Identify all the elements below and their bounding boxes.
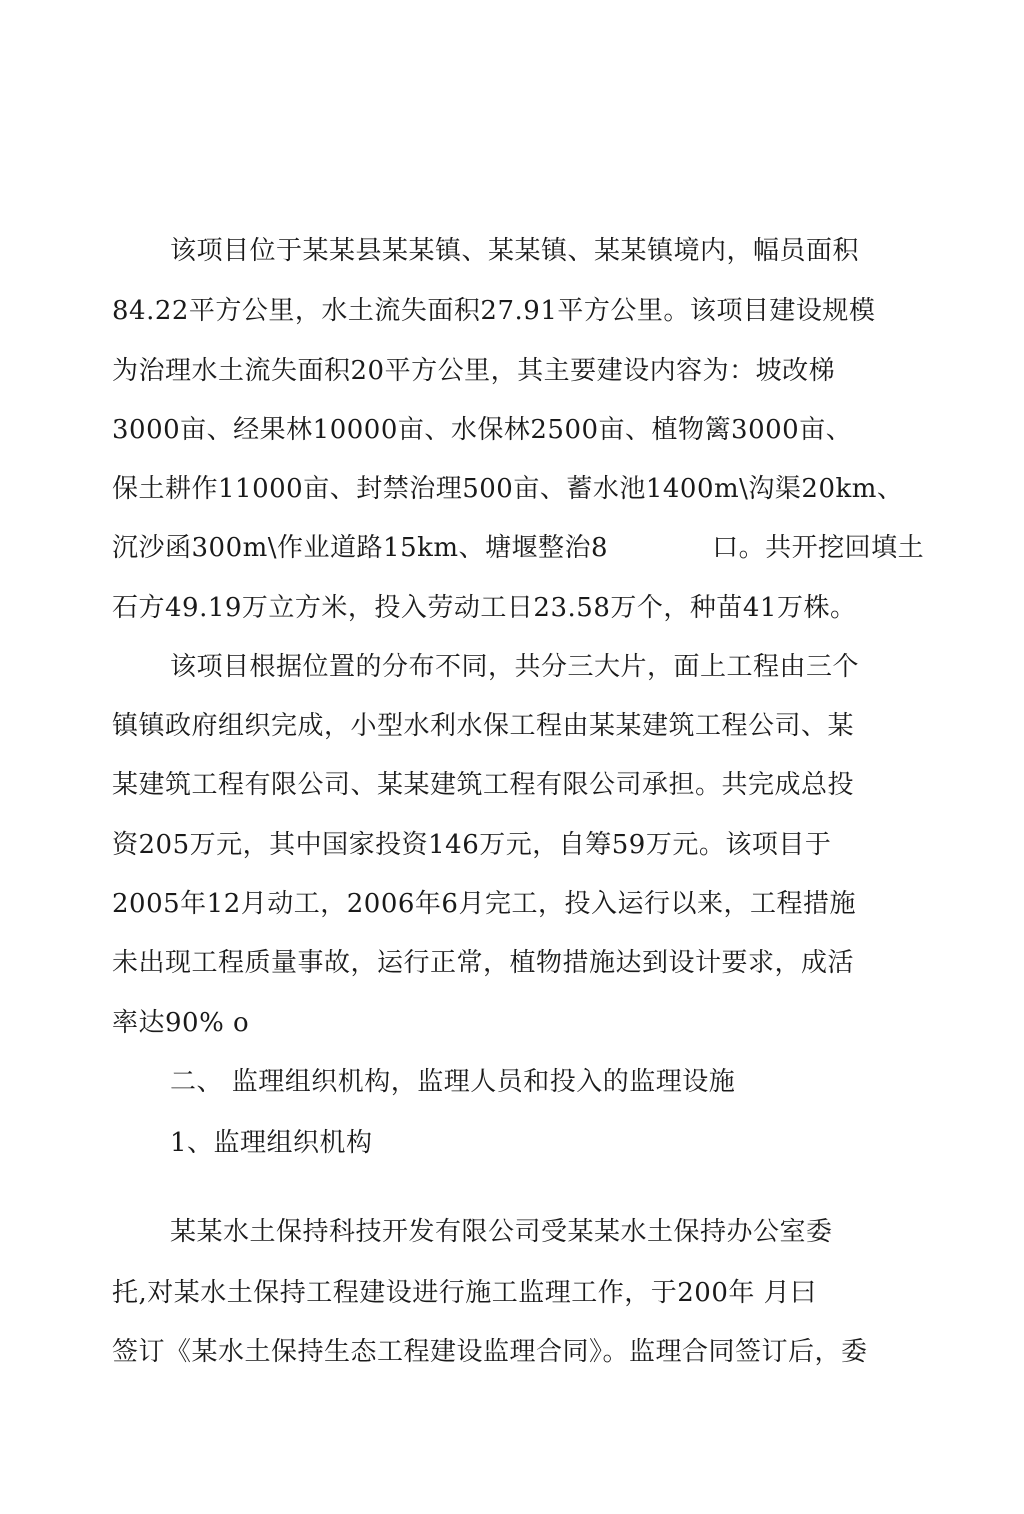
- paragraph-1-line-3: 为治理水土流失面积20平方公里，其主要建设内容为：坡改梯: [112, 356, 836, 386]
- paragraph-2-line-3: 某建筑工程有限公司、某某建筑工程有限公司承担。共完成总投: [112, 770, 855, 800]
- paragraph-1-line-6-part-1: 沉沙函300m\作业道路15km、塘堰整治8: [112, 533, 609, 563]
- paragraph-3-line-2: 托,对某水土保持工程建设进行施工监理工作，于200年 月曰: [112, 1278, 817, 1308]
- paragraph-1-line-6: [112, 531, 924, 565]
- paragraph-1-line-1: 该项目位于某某县某某镇、某某镇、某某镇境内，幅员面积: [170, 236, 860, 266]
- paragraph-3-line-3: 签订《某水土保持生态工程建设监理合同》。监理合同签订后，委: [112, 1337, 868, 1367]
- subsection-heading: 1、监理组织机构: [170, 1128, 373, 1158]
- paragraph-2-line-5: 2005年12月动工，2006年6月完工，投入运行以来，工程措施: [112, 889, 856, 919]
- paragraph-1-line-6-part-2: 口。共开挖回填土: [712, 533, 925, 563]
- paragraph-2-line-4: 资205万元，其中国家投资146万元，自筹59万元。该项目于: [112, 830, 832, 860]
- paragraph-1-line-5: 保土耕作11000亩、封禁治理500亩、蓄水池1400m\沟渠20km、: [112, 474, 904, 504]
- paragraph-2-line-1: 该项目根据位置的分布不同，共分三大片，面上工程由三个: [170, 652, 860, 682]
- section-heading: 二、 监理组织机构，监理人员和投入的监理设施: [170, 1067, 736, 1097]
- paragraph-1-line-4: 3000亩、经果林10000亩、水保林2500亩、植物篱3000亩、: [112, 415, 853, 445]
- paragraph-2-line-2: 镇镇政府组织完成，小型水利水保工程由某某建筑工程公司、某: [112, 711, 855, 741]
- paragraph-2-line-6: 未出现工程质量事故，运行正常，植物措施达到设计要求，成活: [112, 948, 855, 978]
- paragraph-3-line-1: 某某水土保持科技开发有限公司受某某水土保持办公室委: [170, 1217, 833, 1247]
- paragraph-1-line-7: 石方49.19万立方米，投入劳动工日23.58万个，种苗41万株。: [112, 593, 857, 623]
- paragraph-1-line-2: 84.22平方公里，水土流失面积27.91平方公里。该项目建设规模: [112, 296, 876, 326]
- paragraph-2-line-7: 率达90% o: [112, 1008, 250, 1038]
